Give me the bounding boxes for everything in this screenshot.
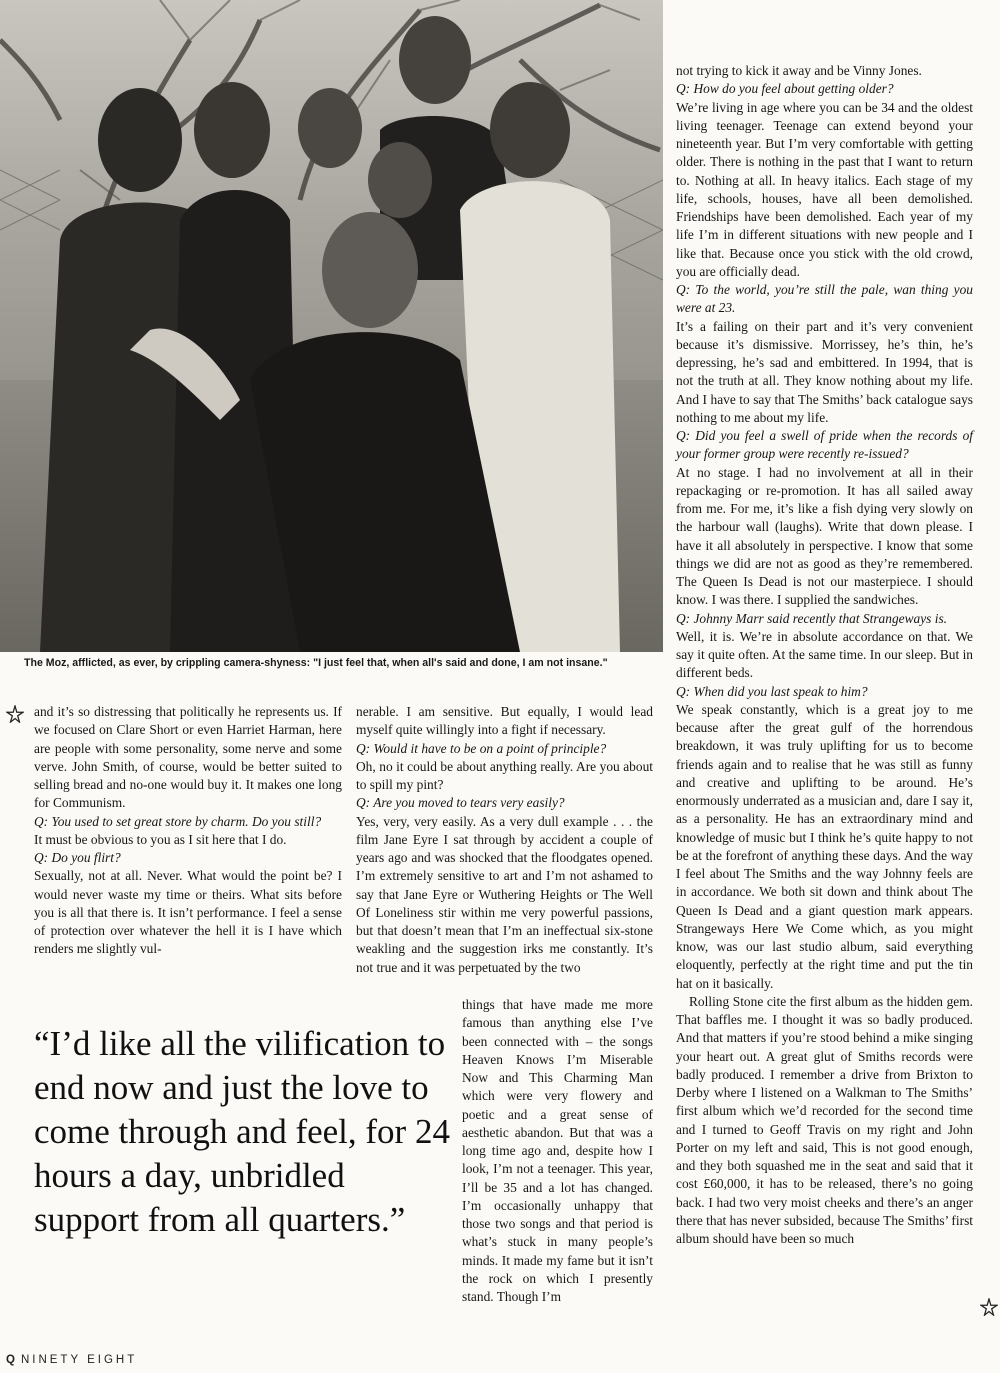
answer-paragraph: Oh, no it could be about anything really. Are you about to spill my pint? [356, 758, 653, 792]
photo-caption: The Moz, afflicted, as ever, by crippling camera-shyness: "I just feel that, when all's said and done, I am not insane." [24, 657, 608, 669]
star-ornament-icon [980, 1298, 998, 1316]
question-paragraph: Q: Did you feel a swell of pride when the records of your former group were recently re-issued? [676, 428, 973, 462]
question-paragraph: Q: Johnny Marr said recently that Strangeways is. [676, 610, 947, 626]
answer-paragraph: not trying to kick it away and be Vinny Jones. [676, 63, 922, 78]
question-paragraph: Q: Would it have to be on a point of principle? [356, 740, 607, 756]
answer-paragraph: and it’s so distressing that politically he represents us. If we focused on Clare Short or even Harriet Harman, here are people with some personality, some nerve and some verve. John Smith, of course, would be better suited to selling bread and no-one would buy it. It makes one long for Communism. [34, 704, 342, 811]
answer-paragraph: Rolling Stone cite the first album as the hidden gem. That baffles me. I thought it was so badly produced. And that matters if you’re stood behind a mike singing your heart out. A great glut of Smiths records were badly produced. I remember a drive from Brixton to Derby where I listened on a Walkman to The Smiths’ first album which we’d recorded for the second time and I turned to Geoff Travis on my right and John Porter on my left and said, This is not good enough, and they both squashed me in the seat and said that it cost £60,000, it has to be released, there’s no going back. I had two very moist cheeks and there’s an anger there that has never subsided, because The Smiths’ first album should have been so much [676, 993, 973, 1246]
question-paragraph: Q: Do you flirt? [34, 850, 121, 865]
answer-paragraph: Sexually, not at all. Never. What would the point be? I would never waste my time or theirs. What sits before you is all that there is. It isn’t performance. I feel a sense of protection over whatever the hell it is I have which renders me slightly vul- [34, 868, 342, 957]
question-paragraph: Q: You used to set great store by charm. Do you still? [34, 813, 322, 829]
answer-paragraph: things that have made me more famous than anything else I’ve been connected with – the songs Heaven Knows I’m Miserable Now and This Charming Man which were very flowery and poetic and a great sense of aesthetic abandon. But that was a long time ago and, despite how I look, I’m not a teenager. This year, I’ll be 35 and a lot has changed. I’m occasionally unhappy that those two songs and that period is what’s stuck in many people’s minds. It made my fame but it isn’t the rock on which I presently stand. Though I’m [462, 997, 653, 1304]
page-label: NINETY EIGHT [20, 1354, 138, 1366]
answer-paragraph: We’re living in age where you can be 34 and the oldest living teenager. Teenage can extend beyond your nineteenth year. But I’m very comfortable with getting older. There is nothing in the past that I want to return to. Nothing at all. In heavy italics. Each stage of my life, schools, houses, have all been demolished. Friendships have been demolished. Each year of my life I’m in different situations with new people and I like that. Because once you stick with the old crowd, you are officially dead. [676, 99, 973, 279]
pull-quote: “I’d like all the vilification to end now and just the love to come through and feel, for 24 hours a day, unbridled support from all quarters.” [34, 1024, 450, 1239]
question-paragraph: Q: Are you moved to tears very easily? [356, 795, 565, 811]
answer-paragraph: It must be obvious to you as I sit here that I do. [34, 831, 287, 847]
answer-paragraph: Yes, very, very easily. As a very dull example . . . the film Jane Eyre I sat through by accident a couple of years ago and was shocked that the floodgates opened. I’m extremely sensitive to art and I’m not ashamed to say that Jane Eyre or Wuthering Heights or The Well Of Loneliness stir within me very powerful passions, but that doesn’t mean that I’m an ineffectual six-stone weakling and the suggestion irks me constantly. It’s not true and it was perpetuated by the two [356, 813, 653, 975]
q-logo: Q [6, 1354, 15, 1366]
question-paragraph: Q: To the world, you’re still the pale, wan thing you were at 23. [676, 282, 973, 316]
star-ornament-icon [6, 705, 24, 723]
question-paragraph: Q: When did you last speak to him? [676, 683, 868, 699]
group-photo [0, 0, 663, 652]
page-footer [6, 1354, 137, 1366]
answer-paragraph: Well, it is. We’re in absolute accordance on that. We say it quite often. At the same time. In our sleep. But in different beds. [676, 628, 973, 681]
answer-paragraph: It’s a failing on their part and it’s very convenient because it’s dismissive. Morrissey, he’s thin, he’s depressing, he’s sad and embittered. In 1994, that is not the truth at all. They know nothing about my life. And I have to say that The Smiths’ back catalogue says nothing to me about my life. [676, 318, 973, 425]
answer-paragraph: nerable. I am sensitive. But equally, I would lead myself quite willingly into a fight if necessary. [356, 704, 653, 738]
question-paragraph: Q: How do you feel about getting older? [676, 81, 894, 97]
article-column-3 [676, 62, 973, 1248]
article-column-2-top [356, 703, 653, 977]
article-column-1 [34, 703, 342, 959]
answer-paragraph: At no stage. I had no involvement at all in their repackaging or re-promotion. It has all sailed away from me. For me, it’s like a fish dying very slowly on the harbour wall (laughs). Write that down please. I have it all absolutely in perspective. I know that some things we did are not as good as they’re remembered. The Queen Is Dead is not our masterpiece. I should know. I was there. I supplied the sandwiches. [676, 464, 973, 608]
answer-paragraph: We speak constantly, which is a great joy to me because after the great gulf of the horrendous breakdown, it was truly uplifting for us to become friends again and to realise that he was still as funny and creative and uplifting to be around. He’s enormously underrated as a musician and, dare I say it, as a personality. He has an extraordinary mind and knowledge of music but I think he’s quite happy to not be at the forefront of anything these days. And the way I feel about The Smiths and the way Johnny feels are in accordance. We both sit down and think about The Queen Is Dead and a giant question mark appears. Strangeways Here We Come which, as you might know, was our last studio album, said everything eloquently, perfectly at the right time and put the tin hat on it basically. [676, 701, 973, 991]
article-column-2-bottom [462, 996, 653, 1306]
